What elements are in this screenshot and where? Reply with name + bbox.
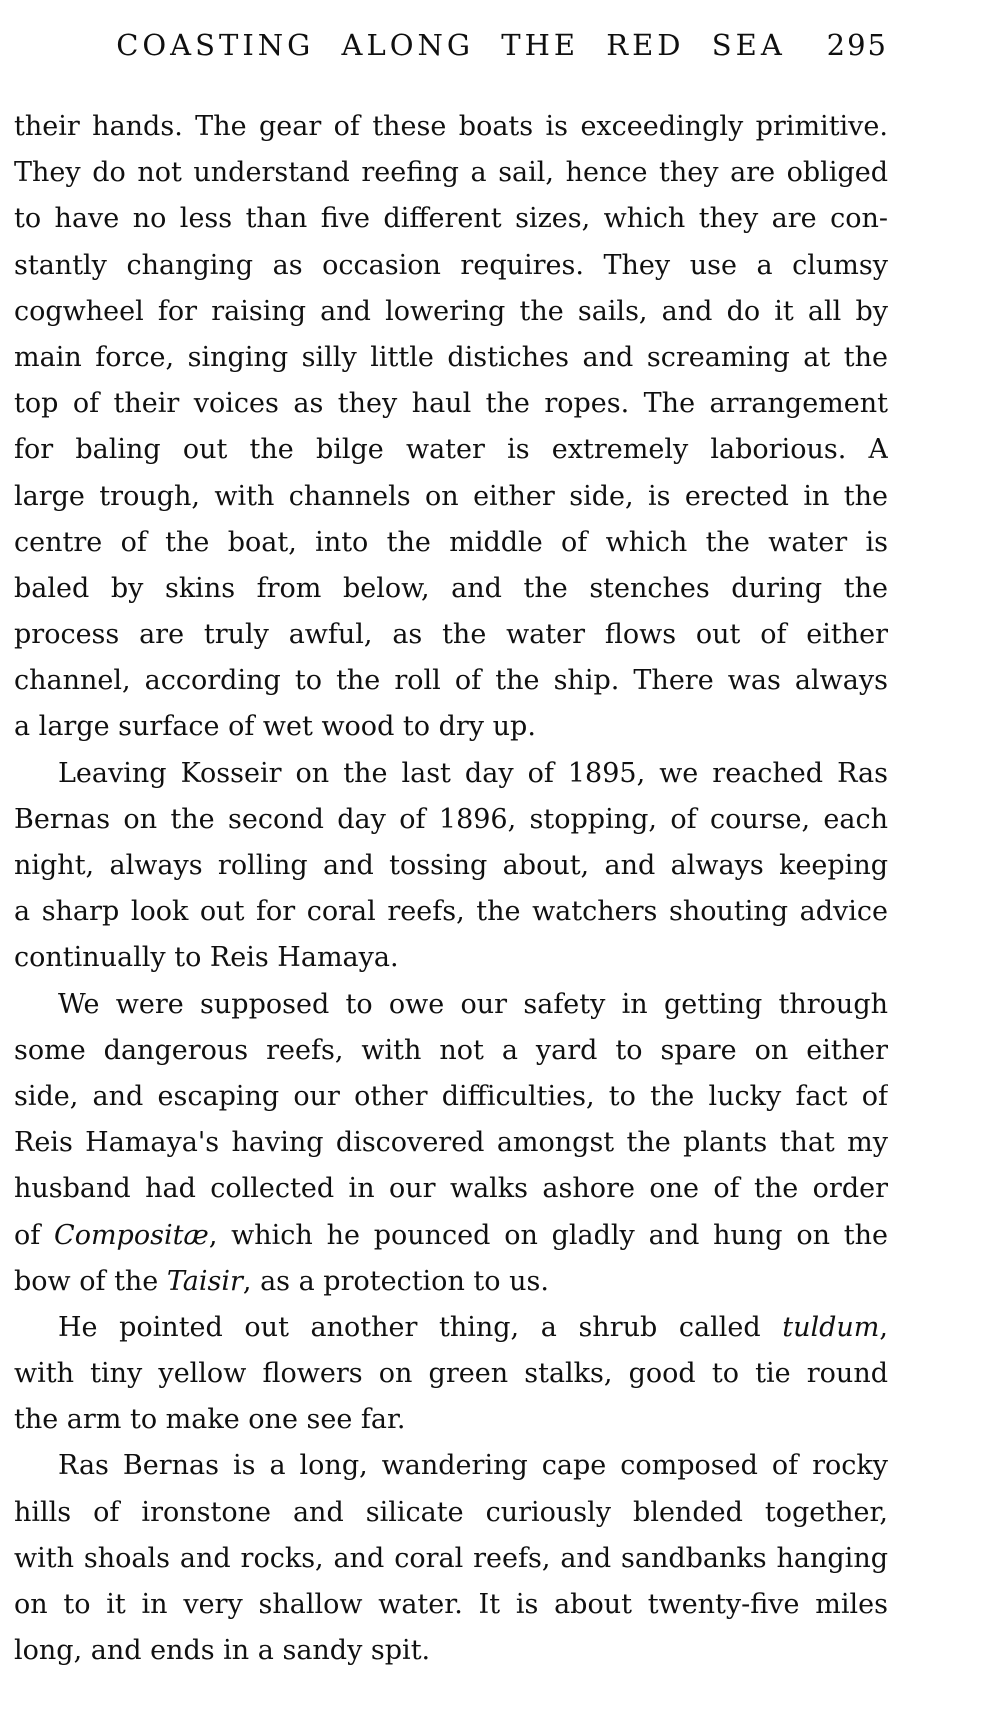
page-body: [14, 104, 888, 1674]
running-title: COASTING ALONG THE RED SEA: [116, 28, 786, 62]
page-number: 295: [826, 28, 888, 62]
text-line: large trough, with channels on either side, is erected in the: [14, 480, 888, 512]
text-line: their hands. The gear of these boats is exceedingly primitive.: [14, 111, 888, 142]
text-line: He pointed out another thing, a shrub called tuldum,: [58, 1311, 888, 1343]
paragraph: [14, 1443, 888, 1674]
text-line: the arm to make one see far.: [14, 1404, 406, 1436]
paragraph: [14, 104, 888, 751]
text-line: process are truly awful, as the water flows out of either: [14, 619, 888, 651]
text-line: side, and escaping our other difficulties, to the lucky fact of: [14, 1080, 888, 1112]
text-line: channel, according to the roll of the ship. There was always: [14, 665, 888, 697]
text-line: to have no less than five different sizes, which they are con-: [14, 203, 888, 235]
text-line: top of their voices as they haul the ropes. The arrangement: [14, 388, 888, 420]
paragraph: [14, 982, 888, 1305]
text-line: night, always rolling and tossing about, and always keeping: [14, 850, 888, 881]
text-line: cogwheel for raising and lowering the sails, and do it all by: [14, 295, 888, 327]
text-line: stantly changing as occasion requires. They use a clumsy: [14, 249, 888, 281]
text-line: Leaving Kosseir on the last day of 1895, we reached Ras: [58, 757, 888, 789]
paragraph: [14, 1305, 888, 1444]
text-line: Bernas on the second day of 1896, stopping, of course, each: [14, 803, 888, 835]
text-line: a sharp look out for coral reefs, the watchers shouting advice: [14, 896, 888, 928]
text-line: long, and ends in a sandy spit.: [14, 1635, 431, 1667]
text-line: hills of ironstone and silicate curiously blended together,: [14, 1496, 888, 1528]
text-line: husband had collected in our walks ashore one of the order: [14, 1173, 888, 1205]
text-line: main force, singing silly little distiches and screaming at the: [14, 341, 888, 373]
text-line: continually to Reis Hamaya.: [14, 942, 399, 974]
text-line: bow of the Taisir, as a protection to us.: [14, 1265, 549, 1297]
text-line: centre of the boat, into the middle of which the water is: [14, 526, 888, 558]
text-line: on to it in very shallow water. It is about twenty-five miles: [14, 1589, 888, 1620]
text-line: with shoals and rocks, and coral reefs, and sandbanks hanging: [14, 1542, 888, 1574]
text-line: of Compositæ, which he pounced on gladly and hung on the: [14, 1219, 888, 1251]
text-line: some dangerous reefs, with not a yard to spare on either: [14, 1034, 888, 1066]
text-line: Ras Bernas is a long, wandering cape composed of rocky: [58, 1450, 888, 1482]
page-header: [14, 0, 888, 68]
text-line: We were supposed to owe our safety in getting through: [58, 988, 888, 1020]
paragraph: [14, 751, 888, 982]
text-line: They do not understand reefing a sail, hence they are obliged: [14, 157, 888, 189]
text-line: baled by skins from below, and the stenches during the: [14, 572, 888, 604]
text-line: with tiny yellow flowers on green stalks, good to tie round: [14, 1358, 888, 1390]
text-line: Reis Hamaya's having discovered amongst the plants that my: [14, 1127, 888, 1159]
text-line: for baling out the bilge water is extremely laborious. A: [14, 434, 888, 466]
text-line: a large surface of wet wood to dry up.: [14, 711, 536, 743]
